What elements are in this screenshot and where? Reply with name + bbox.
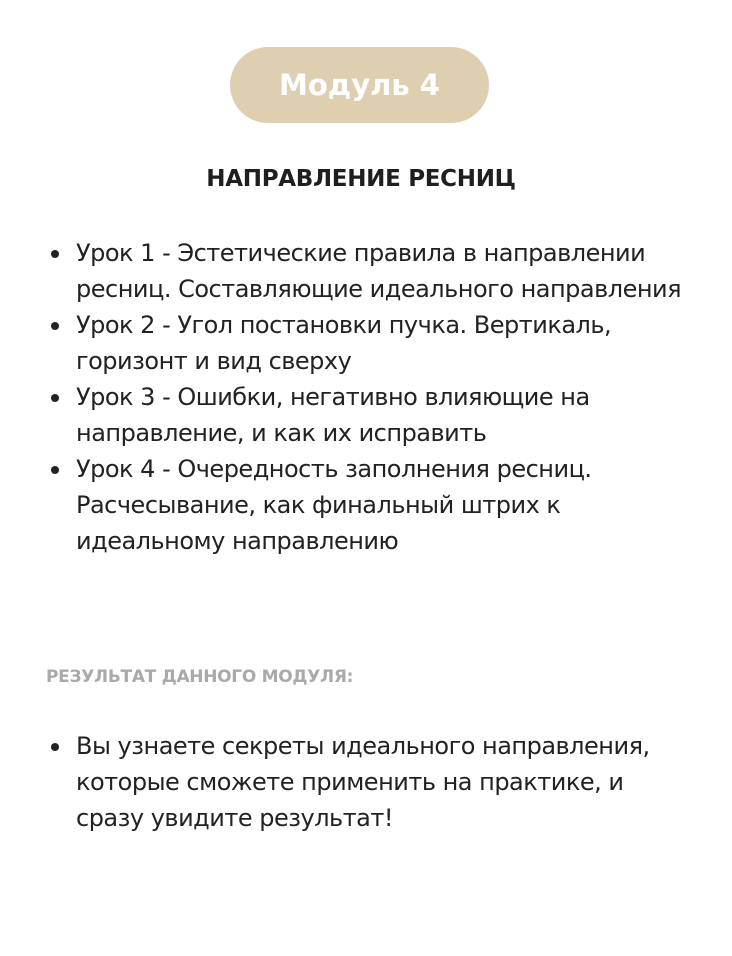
result-list [46,728,686,836]
bullet-icon [51,743,59,751]
lesson-list [46,235,686,559]
module-title: НАПРАВЛЕНИЕ РЕСНИЦ [206,166,516,192]
bullet-icon [51,250,59,258]
lesson-item: Урок 2 - Угол постановки пучка. Вертикаль, горизонт и вид сверху [46,307,686,379]
module-badge [230,47,489,123]
result-item: Вы узнаете секреты идеального направления, которые сможете применить на практике, и сразу увидите результат! [46,728,686,836]
bullet-icon [51,322,59,330]
lesson-item: Урок 1 - Эстетические правила в направлении ресниц. Составляющие идеального направления [46,235,686,307]
module-label: Модуль 4 [279,68,440,102]
bullet-icon [51,466,59,474]
lesson-item: Урок 4 - Очередность заполнения ресниц. Расчесывание, как финальный штрих к идеальному направлению [46,451,686,559]
bullet-icon [51,394,59,402]
lesson-item: Урок 3 - Ошибки, негативно влияющие на направление, и как их исправить [46,379,686,451]
result-heading: РЕЗУЛЬТАТ ДАННОГО МОДУЛЯ: [46,667,354,687]
